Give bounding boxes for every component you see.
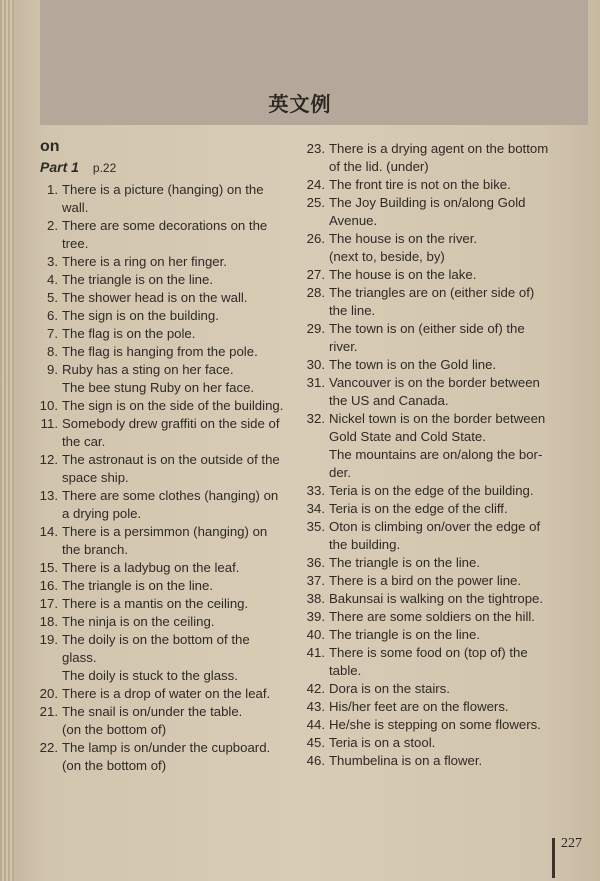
item-text-line: the branch. — [62, 542, 128, 557]
item-number: 24. — [306, 177, 325, 192]
item-text-line: There is some food on (top of) the — [329, 645, 528, 660]
item-text-line: There is a mantis on the ceiling. — [62, 596, 249, 611]
page-edges — [0, 0, 14, 881]
item-text-line: the line. — [329, 303, 376, 318]
right-column — [303, 140, 553, 770]
example-item — [36, 703, 286, 739]
item-number: 8. — [47, 344, 58, 359]
item-number: 28. — [306, 285, 325, 300]
example-item — [303, 626, 553, 644]
example-item — [303, 554, 553, 572]
item-text-line: the car. — [62, 434, 106, 449]
example-item — [303, 230, 553, 266]
left-example-list — [36, 181, 286, 775]
item-text-line: Teria is on the edge of the building. — [329, 483, 534, 498]
page-title: 英文例 — [268, 94, 332, 116]
example-item — [303, 194, 553, 230]
example-item — [36, 271, 286, 289]
item-number: 5. — [47, 290, 58, 305]
item-number: 46. — [306, 753, 325, 768]
item-text-line: der. — [329, 465, 351, 480]
item-text-line: the US and Canada. — [329, 393, 449, 408]
item-text-line: There is a picture (hanging) on the — [62, 182, 264, 197]
page-number: 227 — [561, 836, 582, 851]
section-title: on — [40, 138, 60, 155]
item-text-line: Nickel town is on the border between — [329, 411, 546, 426]
item-text-line: The flag is on the pole. — [62, 326, 196, 341]
item-number: 42. — [306, 681, 325, 696]
item-text-line: There is a persimmon (hanging) on — [62, 524, 268, 539]
item-text-line: Ruby has a sting on her face. — [62, 362, 234, 377]
example-item — [36, 685, 286, 703]
item-number: 2. — [47, 218, 58, 233]
item-text-line: The bee stung Ruby on her face. — [62, 380, 255, 395]
item-text-line: The triangle is on the line. — [62, 578, 214, 593]
item-text-line: There is a ladybug on the leaf. — [62, 560, 240, 575]
item-text-line: There is a bird on the power line. — [329, 573, 522, 588]
item-number: 6. — [47, 308, 58, 323]
part-label: Part 1 — [40, 159, 79, 175]
example-item — [303, 680, 553, 698]
item-number: 37. — [306, 573, 325, 588]
example-item — [303, 320, 553, 356]
item-text-line: There is a ring on her finger. — [62, 254, 227, 269]
item-number: 39. — [306, 609, 325, 624]
example-item — [303, 518, 553, 554]
item-text-line: The astronaut is on the outside of the — [62, 452, 280, 467]
example-item — [303, 716, 553, 734]
item-number: 21. — [39, 704, 58, 719]
example-item — [36, 325, 286, 343]
item-number: 45. — [306, 735, 325, 750]
example-item — [36, 415, 286, 451]
item-text-line: The triangle is on the line. — [329, 627, 481, 642]
example-item — [303, 572, 553, 590]
item-text-line: The triangles are on (either side of) — [329, 285, 535, 300]
item-text-line: river. — [329, 339, 358, 354]
item-number: 15. — [39, 560, 58, 575]
example-item — [36, 181, 286, 217]
part-heading — [40, 158, 286, 177]
item-number: 44. — [306, 717, 325, 732]
item-number: 10. — [39, 398, 58, 413]
example-item — [303, 374, 553, 410]
item-text-line: The lamp is on/under the cupboard. — [62, 740, 271, 755]
example-item — [303, 266, 553, 284]
item-text-line: There are some clothes (hanging) on — [62, 488, 279, 503]
example-item — [303, 698, 553, 716]
item-text-line: There are some decorations on the — [62, 218, 268, 233]
example-item — [303, 284, 553, 320]
example-item — [36, 559, 286, 577]
example-item — [303, 644, 553, 680]
example-item — [303, 356, 553, 374]
item-text-line: Gold State and Cold State. — [329, 429, 486, 444]
item-number: 31. — [306, 375, 325, 390]
example-item — [36, 361, 286, 397]
item-number: 3. — [47, 254, 58, 269]
example-item — [36, 343, 286, 361]
example-item — [36, 613, 286, 631]
item-number: 30. — [306, 357, 325, 372]
item-text-line: The mountains are on/along the bor- — [329, 447, 543, 462]
item-text-line: The house is on the lake. — [329, 267, 477, 282]
item-number: 41. — [306, 645, 325, 660]
item-number: 43. — [306, 699, 325, 714]
item-text-line: table. — [329, 663, 362, 678]
item-text-line: The town is on the Gold line. — [329, 357, 497, 372]
item-number: 32. — [306, 411, 325, 426]
example-item — [36, 397, 286, 415]
item-number: 18. — [39, 614, 58, 629]
example-item — [36, 253, 286, 271]
example-item — [303, 500, 553, 518]
item-text-line: He/she is stepping on some flowers. — [329, 717, 541, 732]
item-text-line: The sign is on the building. — [62, 308, 219, 323]
example-item — [303, 176, 553, 194]
example-item — [36, 217, 286, 253]
item-text-line: The triangle is on the line. — [62, 272, 214, 287]
item-text-line: Thumbelina is on a flower. — [329, 753, 483, 768]
item-number: 7. — [47, 326, 58, 341]
item-text-line: Somebody drew graffiti on the side of — [62, 416, 280, 431]
item-number: 33. — [306, 483, 325, 498]
item-number: 40. — [306, 627, 325, 642]
example-item — [36, 631, 286, 685]
example-item — [36, 739, 286, 775]
example-item — [303, 608, 553, 626]
item-text-line: (next to, beside, by) — [329, 249, 445, 264]
item-text-line: tree. — [62, 236, 89, 251]
item-text-line: The snail is on/under the table. — [62, 704, 243, 719]
page-number-bar — [552, 838, 555, 878]
left-column — [36, 138, 286, 775]
item-text-line: There are some soldiers on the hill. — [329, 609, 535, 624]
item-number: 22. — [39, 740, 58, 755]
item-text-line: Avenue. — [329, 213, 378, 228]
example-item — [303, 410, 553, 482]
item-number: 14. — [39, 524, 58, 539]
example-item — [303, 590, 553, 608]
example-item — [36, 307, 286, 325]
item-text-line: Oton is climbing on/over the edge of — [329, 519, 541, 534]
item-number: 23. — [306, 141, 325, 156]
item-number: 9. — [47, 362, 58, 377]
item-text-line: (on the bottom of) — [62, 722, 167, 737]
item-number: 27. — [306, 267, 325, 282]
item-number: 17. — [39, 596, 58, 611]
item-number: 12. — [39, 452, 58, 467]
item-number: 36. — [306, 555, 325, 570]
item-text-line: His/her feet are on the flowers. — [329, 699, 509, 714]
item-text-line: Dora is on the stairs. — [329, 681, 450, 696]
example-item — [303, 734, 553, 752]
item-number: 4. — [47, 272, 58, 287]
item-number: 1. — [47, 182, 58, 197]
example-item — [303, 140, 553, 176]
item-number: 16. — [39, 578, 58, 593]
item-text-line: The doily is on the bottom of the — [62, 632, 250, 647]
item-text-line: The doily is stuck to the glass. — [62, 668, 238, 683]
example-item — [36, 595, 286, 613]
example-item — [36, 289, 286, 307]
item-text-line: The house is on the river. — [329, 231, 478, 246]
item-text-line: wall. — [62, 200, 89, 215]
item-number: 35. — [306, 519, 325, 534]
item-text-line: the building. — [329, 537, 401, 552]
item-number: 34. — [306, 501, 325, 516]
item-text-line: Teria is on the edge of the cliff. — [329, 501, 508, 516]
item-text-line: The shower head is on the wall. — [62, 290, 248, 305]
item-number: 26. — [306, 231, 325, 246]
example-item — [36, 451, 286, 487]
example-item — [36, 523, 286, 559]
item-text-line: space ship. — [62, 470, 129, 485]
item-number: 38. — [306, 591, 325, 606]
part-page-ref: p.22 — [92, 161, 117, 175]
item-text-line: Vancouver is on the border between — [329, 375, 540, 390]
item-text-line: There is a drying agent on the bottom — [329, 141, 549, 156]
item-number: 20. — [39, 686, 58, 701]
example-item — [36, 487, 286, 523]
item-text-line: a drying pole. — [62, 506, 142, 521]
item-number: 11. — [40, 416, 58, 431]
item-number: 13. — [39, 488, 58, 503]
item-number: 19. — [39, 632, 58, 647]
item-text-line: The town is on (either side of) the — [329, 321, 525, 336]
item-text-line: glass. — [62, 650, 97, 665]
item-text-line: Teria is on a stool. — [329, 735, 436, 750]
item-text-line: Bakunsai is walking on the tightrope. — [329, 591, 544, 606]
example-item — [36, 577, 286, 595]
item-number: 29. — [306, 321, 325, 336]
example-item — [303, 482, 553, 500]
item-text-line: The Joy Building is on/along Gold — [329, 195, 526, 210]
item-text-line: There is a drop of water on the leaf. — [62, 686, 271, 701]
item-text-line: The ninja is on the ceiling. — [62, 614, 215, 629]
item-text-line: The sign is on the side of the building. — [62, 398, 284, 413]
item-text-line: The triangle is on the line. — [329, 555, 481, 570]
item-text-line: of the lid. (under) — [329, 159, 429, 174]
item-text-line: (on the bottom of) — [62, 758, 167, 773]
right-example-list — [303, 140, 553, 770]
example-item — [303, 752, 553, 770]
item-text-line: The flag is hanging from the pole. — [62, 344, 258, 359]
item-number: 25. — [306, 195, 325, 210]
item-text-line: The front tire is not on the bike. — [329, 177, 511, 192]
